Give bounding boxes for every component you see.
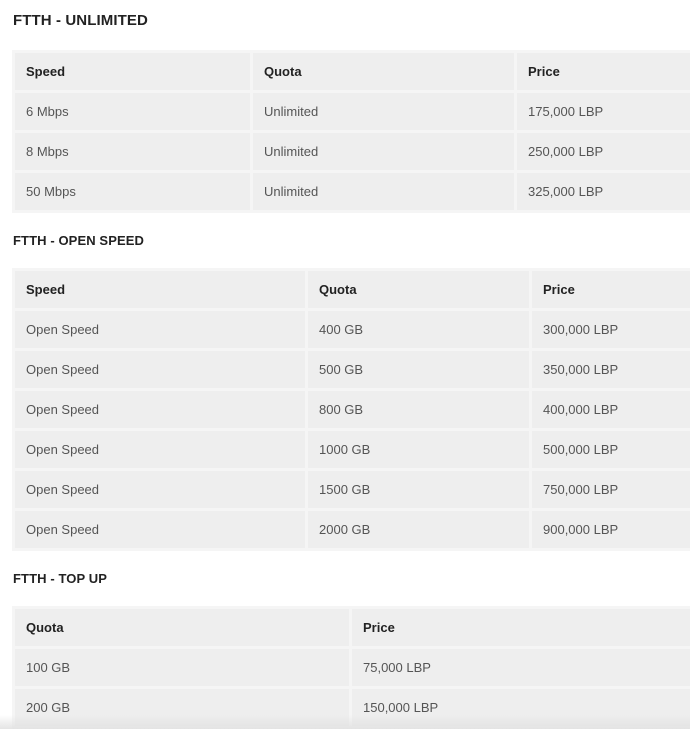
price-cell: 250,000 LBP	[517, 133, 690, 170]
price-cell: 500,000 LBP	[532, 431, 690, 468]
table-row	[15, 351, 690, 388]
quota-cell: Unlimited	[253, 93, 514, 130]
price-cell: 175,000 LBP	[517, 93, 690, 130]
price-cell: 400,000 LBP	[532, 391, 690, 428]
quota-cell: 400 GB	[308, 311, 529, 348]
quota-cell: 100 GB	[15, 649, 349, 686]
speed-cell: Open Speed	[15, 431, 305, 468]
quota-cell: 200 GB	[15, 689, 349, 726]
table-row	[15, 173, 690, 210]
speed-cell: Open Speed	[15, 311, 305, 348]
speed-cell: Open Speed	[15, 471, 305, 508]
table-row	[15, 649, 690, 686]
table-row	[15, 471, 690, 508]
speed-cell: Open Speed	[15, 511, 305, 548]
table-row	[15, 133, 690, 170]
column-header-price: Price	[532, 271, 690, 308]
section-title-top-up: FTTH - TOP UP	[13, 571, 107, 586]
speed-cell: 6 Mbps	[15, 93, 250, 130]
table-header-row	[15, 609, 690, 646]
column-header-quota: Quota	[15, 609, 349, 646]
price-cell: 75,000 LBP	[352, 649, 690, 686]
quota-cell: Unlimited	[253, 173, 514, 210]
column-header-speed: Speed	[15, 53, 250, 90]
table-row	[15, 689, 690, 726]
section-title-open-speed: FTTH - OPEN SPEED	[13, 233, 144, 248]
column-header-speed: Speed	[15, 271, 305, 308]
table-row	[15, 431, 690, 468]
price-cell: 325,000 LBP	[517, 173, 690, 210]
quota-cell: 1500 GB	[308, 471, 529, 508]
quota-cell: 1000 GB	[308, 431, 529, 468]
price-cell: 900,000 LBP	[532, 511, 690, 548]
price-cell: 750,000 LBP	[532, 471, 690, 508]
price-cell: 150,000 LBP	[352, 689, 690, 726]
speed-cell: 8 Mbps	[15, 133, 250, 170]
quota-cell: 2000 GB	[308, 511, 529, 548]
table-row	[15, 93, 690, 130]
section-title-unlimited: FTTH - UNLIMITED	[13, 12, 148, 29]
speed-cell: 50 Mbps	[15, 173, 250, 210]
column-header-price: Price	[352, 609, 690, 646]
unlimited-plans-table	[12, 50, 690, 213]
speed-cell: Open Speed	[15, 391, 305, 428]
quota-cell: 500 GB	[308, 351, 529, 388]
column-header-price: Price	[517, 53, 690, 90]
price-cell: 300,000 LBP	[532, 311, 690, 348]
quota-cell: Unlimited	[253, 133, 514, 170]
price-cell: 350,000 LBP	[532, 351, 690, 388]
open-speed-plans-table	[12, 268, 690, 551]
top-up-plans-table	[12, 606, 690, 729]
table-header-row	[15, 271, 690, 308]
column-header-quota: Quota	[253, 53, 514, 90]
table-header-row	[15, 53, 690, 90]
table-row	[15, 391, 690, 428]
table-row	[15, 511, 690, 548]
quota-cell: 800 GB	[308, 391, 529, 428]
table-row	[15, 311, 690, 348]
column-header-quota: Quota	[308, 271, 529, 308]
speed-cell: Open Speed	[15, 351, 305, 388]
